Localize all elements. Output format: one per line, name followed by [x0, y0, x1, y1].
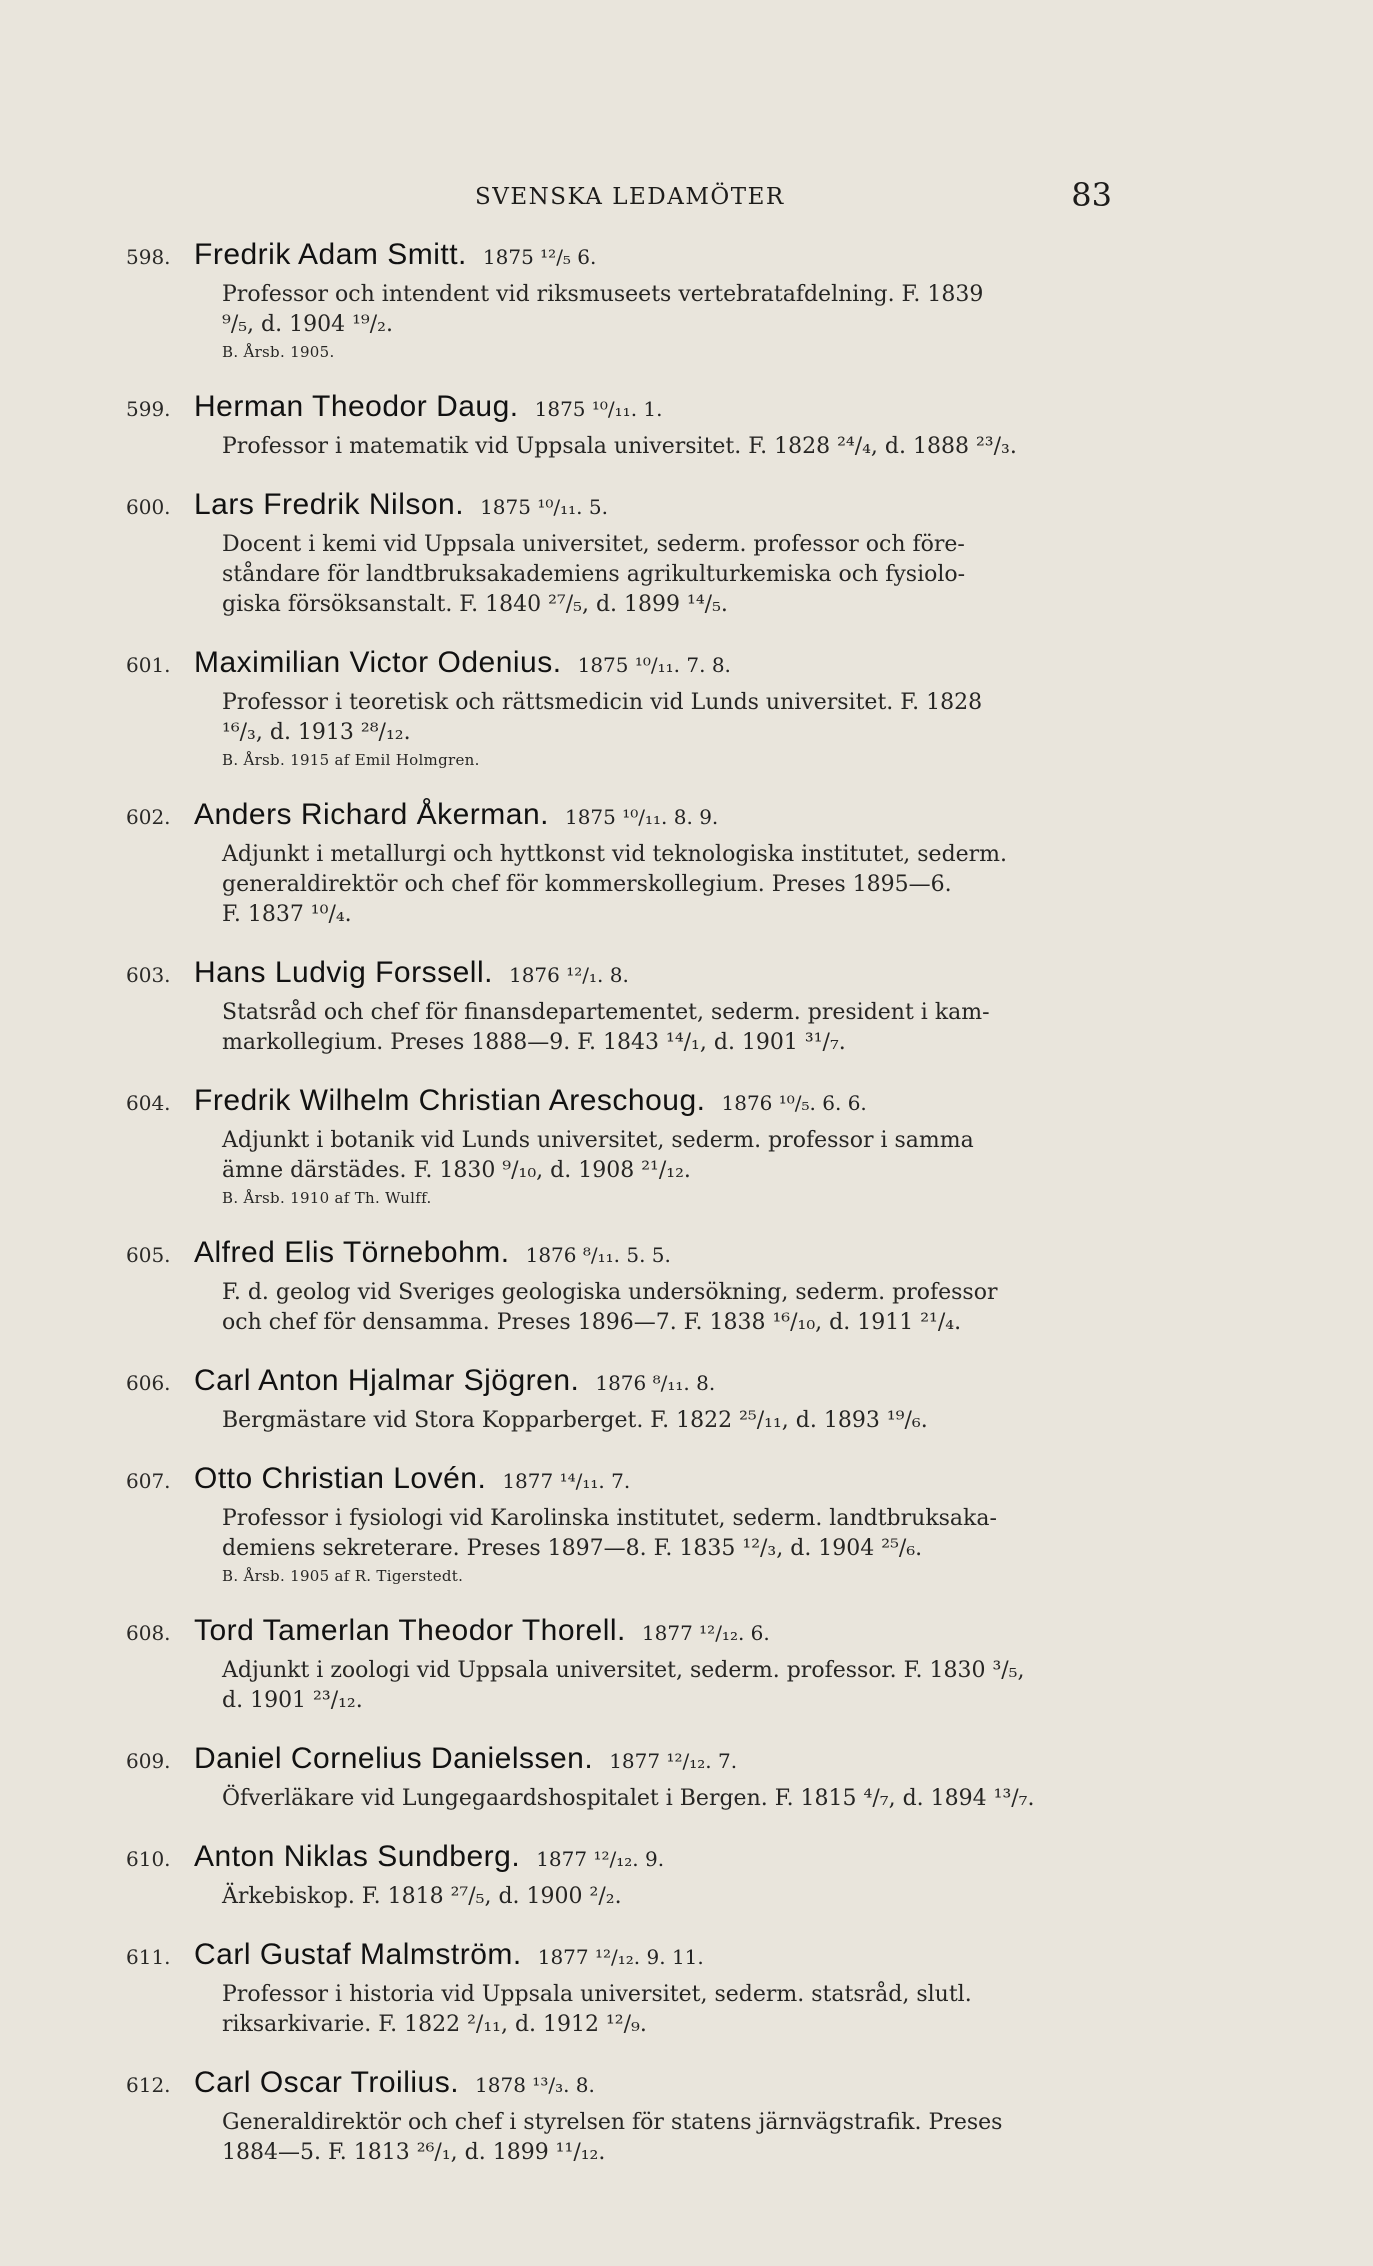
- entry-heading: [126, 1084, 1126, 1126]
- member-description: Öfverläkare vid Lungegaardshospitalet i Bergen. F. 1815 ⁴/₇, d. 1894 ¹³/₇.: [222, 1786, 1035, 1811]
- election-date: 1875 ¹⁰/₁₁. 8. 9.: [564, 805, 719, 829]
- page-number: 83: [1071, 176, 1112, 214]
- entry-heading: [126, 238, 1126, 280]
- member-name: Carl Anton Hjalmar Sjögren.: [194, 1364, 580, 1397]
- member-description: Statsråd och chef för finansdepartementet, sederm. president i kam- markollegium. Preses 1888—9. F. 1843 ¹⁴/₁, d. 1901 ³¹/₇.: [222, 1000, 990, 1055]
- entry-heading: [126, 1840, 1126, 1882]
- entry-number: 600.: [126, 495, 171, 519]
- member-name: Fredrik Adam Smitt.: [194, 238, 467, 271]
- entry-heading: [126, 1742, 1126, 1784]
- election-date: 1875 ¹²/₅ 6.: [482, 245, 597, 269]
- election-date: 1877 ¹⁴/₁₁. 7.: [502, 1469, 631, 1493]
- member-name: Hans Ludvig Forssell.: [194, 956, 493, 989]
- member-description: Professor i matematik vid Uppsala universitet. F. 1828 ²⁴/₄, d. 1888 ²³/₃.: [222, 434, 1017, 459]
- member-name: Maximilian Victor Odenius.: [194, 646, 562, 679]
- entry-heading: [126, 956, 1126, 998]
- member-entry: [126, 1236, 1126, 1338]
- member-description: Bergmästare vid Stora Kopparberget. F. 1822 ²⁵/₁₁, d. 1893 ¹⁹/₆.: [222, 1408, 928, 1433]
- entry-heading: [126, 1614, 1126, 1656]
- entry-heading: [126, 1236, 1126, 1278]
- member-entry: [126, 1840, 1126, 1912]
- entry-number: 605.: [126, 1243, 171, 1267]
- entry-number: 608.: [126, 1621, 171, 1645]
- member-name: Otto Christian Lovén.: [194, 1462, 487, 1495]
- member-entry: [126, 646, 1126, 772]
- member-description: Adjunkt i zoologi vid Uppsala universitet, sederm. professor. F. 1830 ³/₅, d. 1901 ²³/₁₂.: [222, 1658, 1025, 1713]
- page-header: [200, 176, 1120, 220]
- entry-number: 612.: [126, 2073, 171, 2097]
- election-date: 1875 ¹⁰/₁₁. 1.: [534, 397, 663, 421]
- entry-number: 606.: [126, 1371, 171, 1395]
- member-description: Professor i historia vid Uppsala universitet, sederm. statsråd, slutl. riksarkivarie. F. 1822 ²/₁₁, d. 1912 ¹²/₉.: [222, 1982, 972, 2037]
- member-entry: [126, 488, 1126, 620]
- entry-heading: [126, 1938, 1126, 1980]
- member-description: Ärkebiskop. F. 1818 ²⁷/₅, d. 1900 ²/₂.: [222, 1884, 622, 1909]
- member-entry: [126, 1614, 1126, 1716]
- member-name: Herman Theodor Daug.: [194, 390, 519, 423]
- election-date: 1877 ¹²/₁₂. 9.: [536, 1847, 665, 1871]
- entry-heading: [126, 390, 1126, 432]
- election-date: 1877 ¹²/₁₂. 6.: [641, 1621, 770, 1645]
- member-description: Docent i kemi vid Uppsala universitet, sederm. professor och före- ståndare för landtbruksakademiens agrikulturkemiska och fysiolo- giska försöksanstalt. F. 1840 ²⁷/₅, d. 1899 ¹⁴/₅.: [222, 532, 966, 617]
- entry-heading: [126, 2066, 1126, 2108]
- entry-number: 607.: [126, 1469, 171, 1493]
- biography-reference: B. Årsb. 1910 af Th. Wulff.: [222, 1189, 432, 1207]
- biography-reference: B. Årsb. 1905.: [222, 343, 335, 361]
- member-name: Anton Niklas Sundberg.: [194, 1840, 521, 1873]
- election-date: 1877 ¹²/₁₂. 7.: [609, 1749, 738, 1773]
- member-entry: [126, 956, 1126, 1058]
- running-title: SVENSKA LEDAMÖTER: [475, 184, 785, 210]
- entry-number: 611.: [126, 1945, 171, 1969]
- member-entry: [126, 238, 1126, 364]
- election-date: 1876 ⁸/₁₁. 5. 5.: [525, 1243, 671, 1267]
- member-entry: [126, 1364, 1126, 1436]
- member-entry: [126, 1084, 1126, 1210]
- entry-heading: [126, 1462, 1126, 1504]
- entry-number: 602.: [126, 805, 171, 829]
- election-date: 1875 ¹⁰/₁₁. 5.: [480, 495, 608, 519]
- entry-number: 603.: [126, 963, 171, 987]
- member-entry: [126, 2066, 1126, 2168]
- election-date: 1878 ¹³/₃. 8.: [475, 2073, 595, 2097]
- member-description: Professor och intendent vid riksmuseets vertebratafdelning. F. 1839 ⁹/₅, d. 1904 ¹⁹/₂.: [222, 282, 984, 337]
- entry-heading: [126, 798, 1126, 840]
- entry-number: 599.: [126, 397, 171, 421]
- election-date: 1876 ¹²/₁. 8.: [508, 963, 629, 987]
- member-name: Alfred Elis Törnebohm.: [194, 1236, 510, 1269]
- entry-heading: [126, 1364, 1126, 1406]
- member-name: Daniel Cornelius Danielssen.: [194, 1742, 594, 1775]
- member-description: Adjunkt i metallurgi och hyttkonst vid teknologiska institutet, sederm. generaldirektör och chef för kommerskollegium. Preses 1895—6. F. 1837 ¹⁰/₄.: [222, 842, 1008, 927]
- member-entry: [126, 1742, 1126, 1814]
- member-description: Professor i teoretisk och rättsmedicin vid Lunds universitet. F. 1828 ¹⁶/₃, d. 1913 ²⁸/₁₂.: [222, 690, 983, 745]
- member-name: Carl Oscar Troilius.: [194, 2066, 460, 2099]
- entry-number: 601.: [126, 653, 171, 677]
- entry-heading: [126, 488, 1126, 530]
- biography-reference: B. Årsb. 1915 af Emil Holmgren.: [222, 751, 480, 769]
- member-name: Carl Gustaf Malmström.: [194, 1938, 522, 1971]
- election-date: 1876 ¹⁰/₅. 6. 6.: [721, 1091, 867, 1115]
- entry-number: 598.: [126, 245, 171, 269]
- member-entry: [126, 1462, 1126, 1588]
- entry-heading: [126, 646, 1126, 688]
- member-description: Generaldirektör och chef i styrelsen för statens järnvägstrafik. Preses 1884—5. F. 1813 ²⁶/₁, d. 1899 ¹¹/₁₂.: [222, 2110, 1003, 2165]
- member-description: Professor i fysiologi vid Karolinska institutet, sederm. landtbruksaka- demiens sekreterare. Preses 1897—8. F. 1835 ¹²/₃, d. 1904 ²⁵/₆.: [222, 1506, 997, 1561]
- member-name: Anders Richard Åkerman.: [194, 798, 549, 831]
- election-date: 1876 ⁸/₁₁. 8.: [595, 1371, 716, 1395]
- entry-number: 604.: [126, 1091, 171, 1115]
- entry-number: 610.: [126, 1847, 171, 1871]
- biography-reference: B. Årsb. 1905 af R. Tigerstedt.: [222, 1567, 464, 1585]
- member-name: Lars Fredrik Nilson.: [194, 488, 465, 521]
- member-description: Adjunkt i botanik vid Lunds universitet, sederm. professor i samma ämne därstädes. F. 1830 ⁹/₁₀, d. 1908 ²¹/₁₂.: [222, 1128, 974, 1183]
- entry-number: 609.: [126, 1749, 171, 1773]
- member-list: [126, 238, 1126, 2194]
- member-name: Fredrik Wilhelm Christian Areschoug.: [194, 1084, 706, 1117]
- member-name: Tord Tamerlan Theodor Thorell.: [194, 1614, 626, 1647]
- member-entry: [126, 798, 1126, 930]
- member-entry: [126, 390, 1126, 462]
- election-date: 1875 ¹⁰/₁₁. 7. 8.: [577, 653, 731, 677]
- member-description: F. d. geolog vid Sveriges geologiska undersökning, sederm. professor och chef för densamma. Preses 1896—7. F. 1838 ¹⁶/₁₀, d. 1911 ²¹/₄.: [222, 1280, 998, 1335]
- election-date: 1877 ¹²/₁₂. 9. 11.: [537, 1945, 704, 1969]
- member-entry: [126, 1938, 1126, 2040]
